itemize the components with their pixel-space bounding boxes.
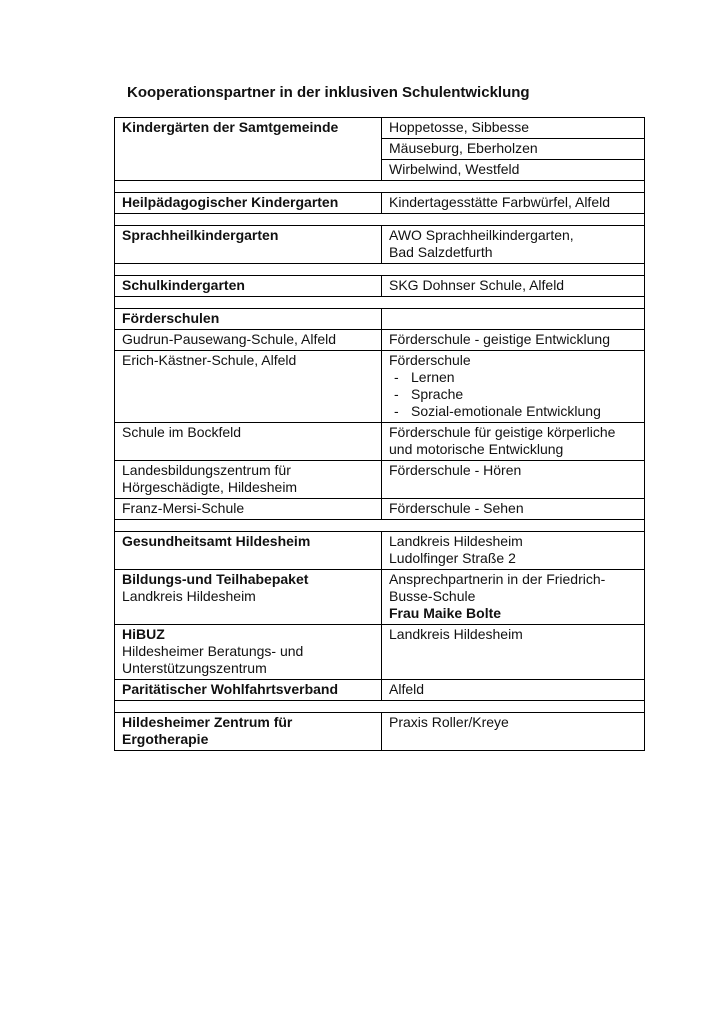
list-item xyxy=(389,386,637,403)
detail-cell: Förderschule - Sehen xyxy=(382,499,645,520)
detail-line: Bad Salzdetfurth xyxy=(389,244,493,260)
partner-name-cell: Franz-Mersi-Schule xyxy=(115,499,382,520)
spacer-cell xyxy=(115,701,645,713)
partner-name-cell xyxy=(115,713,382,751)
spacer-cell xyxy=(115,264,645,276)
partner-name-line: Ergotherapie xyxy=(122,731,209,747)
contact-person-line: Frau Maike Bolte xyxy=(389,605,502,621)
partner-name-cell: Paritätischer Wohlfahrtsverband xyxy=(115,680,382,701)
table-row-heilpaedagogischer xyxy=(115,193,645,214)
partner-name-cell xyxy=(115,461,382,499)
partner-name-line: HiBUZ xyxy=(122,626,165,642)
spacer-row xyxy=(115,214,645,226)
partner-subname-line: Hildesheimer Beratungs- und xyxy=(122,643,304,659)
list-item-text: Sozial-emotionale Entwicklung xyxy=(411,403,601,419)
spacer-cell xyxy=(115,520,645,532)
spacer-row xyxy=(115,701,645,713)
dash-marker: - xyxy=(394,403,399,419)
detail-line: Busse-Schule xyxy=(389,588,476,604)
partner-name-cell: Kindergärten der Samtgemeinde xyxy=(115,118,382,181)
detail-cell: Mäuseburg, Eberholzen xyxy=(382,139,645,160)
detail-cell: Landkreis Hildesheim xyxy=(382,625,645,680)
table-row-sprachheil xyxy=(115,226,645,264)
table-row-gesundheitsamt xyxy=(115,532,645,570)
table-row-erich-kaestner xyxy=(115,351,645,423)
dash-marker: - xyxy=(394,369,399,385)
table-row-schulkindergarten xyxy=(115,276,645,297)
partner-name-cell: Schulkindergarten xyxy=(115,276,382,297)
detail-cell: Förderschule - Hören xyxy=(382,461,645,499)
detail-line: Ansprechpartnerin in der Friedrich- xyxy=(389,571,606,587)
detail-line: Landkreis Hildesheim xyxy=(389,533,523,549)
section-header-cell: Förderschulen xyxy=(115,309,382,330)
partner-name-cell: Sprachheilkindergarten xyxy=(115,226,382,264)
table-row-franz-mersi xyxy=(115,499,645,520)
detail-cell xyxy=(382,226,645,264)
detail-cell: Kindertagesstätte Farbwürfel, Alfeld xyxy=(382,193,645,214)
table-row-landesbildungszentrum xyxy=(115,461,645,499)
partner-name-cell: Schule im Bockfeld xyxy=(115,423,382,461)
detail-cell: Praxis Roller/Kreye xyxy=(382,713,645,751)
spacer-row xyxy=(115,297,645,309)
partner-name-cell: Gudrun-Pausewang-Schule, Alfeld xyxy=(115,330,382,351)
document-title: Kooperationspartner in der inklusiven Schulentwicklung xyxy=(127,84,530,101)
spacer-row xyxy=(115,264,645,276)
partner-subname-line: Unterstützungszentrum xyxy=(122,660,267,676)
spacer-cell xyxy=(115,181,645,193)
spacer-row xyxy=(115,181,645,193)
partner-name-cell xyxy=(115,570,382,625)
list-item xyxy=(389,403,637,420)
detail-cell: Hoppetosse, Sibbesse xyxy=(382,118,645,139)
table-row-gudrun-pausewang xyxy=(115,330,645,351)
spacer-cell xyxy=(115,297,645,309)
partner-name-cell: Erich-Kästner-Schule, Alfeld xyxy=(115,351,382,423)
detail-line: Ludolfinger Straße 2 xyxy=(389,550,516,566)
table-row-kindergaerten xyxy=(115,118,645,139)
table-row-hibuz xyxy=(115,625,645,680)
partner-name-cell: Gesundheitsamt Hildesheim xyxy=(115,532,382,570)
list-item xyxy=(389,369,637,386)
detail-cell xyxy=(382,532,645,570)
partner-name-cell xyxy=(115,625,382,680)
spacer-cell xyxy=(115,214,645,226)
dash-marker: - xyxy=(394,386,399,402)
detail-cell: Förderschule - geistige Entwicklung xyxy=(382,330,645,351)
table-row-schule-im-bockfeld xyxy=(115,423,645,461)
detail-cell: SKG Dohnser Schule, Alfeld xyxy=(382,276,645,297)
partner-name-line: Hörgeschädigte, Hildesheim xyxy=(122,479,298,495)
table-row-bildung-teilhabe xyxy=(115,570,645,625)
partner-name-line: Hildesheimer Zentrum für xyxy=(122,714,293,730)
detail-cell: Wirbelwind, Westfeld xyxy=(382,160,645,181)
partner-name-line: Bildungs-und Teilhabepaket xyxy=(122,571,309,587)
cooperation-partners-table xyxy=(114,117,645,751)
detail-line: AWO Sprachheilkindergarten, xyxy=(389,227,574,243)
detail-cell-empty xyxy=(382,309,645,330)
list-item-text: Sprache xyxy=(411,386,464,402)
detail-cell xyxy=(382,351,645,423)
spacer-row xyxy=(115,520,645,532)
detail-cell: Alfeld xyxy=(382,680,645,701)
table-row-paritaetischer xyxy=(115,680,645,701)
detail-line: und motorische Entwicklung xyxy=(389,441,564,457)
list-item-text: Lernen xyxy=(411,369,455,385)
partner-subname-line: Landkreis Hildesheim xyxy=(122,588,256,604)
detail-cell xyxy=(382,423,645,461)
partner-name-cell: Heilpädagogischer Kindergarten xyxy=(115,193,382,214)
detail-line: Förderschule für geistige körperliche xyxy=(389,424,616,440)
table-row-ergotherapie xyxy=(115,713,645,751)
detail-cell xyxy=(382,570,645,625)
table-row-foerderschulen-header xyxy=(115,309,645,330)
partner-name-line: Landesbildungszentrum für xyxy=(122,462,291,478)
detail-line: Förderschule xyxy=(389,352,471,368)
